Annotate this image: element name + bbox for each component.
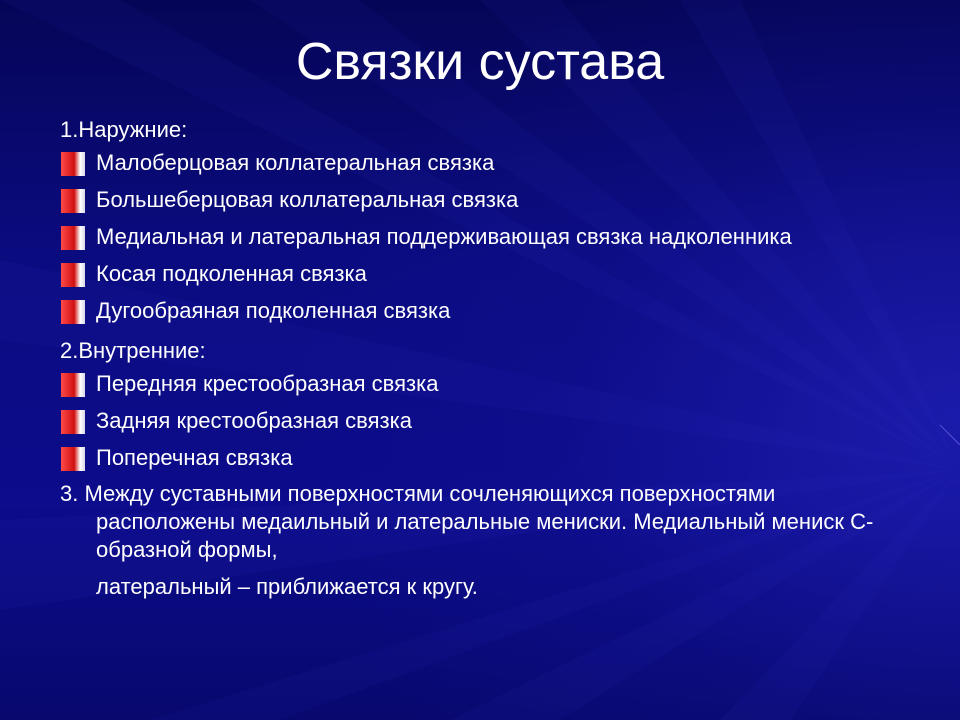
square-bullet-icon <box>60 151 86 177</box>
slide-title: Связки сустава <box>295 33 665 91</box>
square-bullet-icon <box>60 409 86 435</box>
square-bullet-icon <box>60 372 86 398</box>
list-item-text: Поперечная связка <box>96 445 293 470</box>
square-bullet-icon <box>60 446 86 472</box>
list-item-text: Передняя крестообразная связка <box>96 371 439 396</box>
square-bullet-icon <box>60 225 86 251</box>
list-item <box>60 406 920 436</box>
list-item-text: Дугообраяная подколенная связка <box>96 298 451 323</box>
inner-ligaments-heading: 2.Внутренние: <box>60 338 206 363</box>
list-item-text: Медиальная и латеральная поддерживающая связка надколенника <box>96 224 792 249</box>
square-bullet-icon <box>60 188 86 214</box>
list-item <box>60 296 920 326</box>
square-bullet-icon <box>60 262 86 288</box>
list-item <box>60 369 920 399</box>
list-item <box>60 222 920 252</box>
slide-body <box>60 112 920 602</box>
outer-ligaments-heading: 1.Наружние: <box>60 117 188 142</box>
list-item-text: Большеберцовая коллатеральная связка <box>96 187 519 212</box>
list-item <box>60 148 920 178</box>
list-item-text: Косая подколенная связка <box>96 261 367 286</box>
menisci-paragraph-end: латеральный – приближается к кругу. <box>96 574 478 599</box>
menisci-paragraph: 3. Между суставными поверхностями сочленяющихся поверхностями расположены медаильный и латеральные мениски. Медиальный мениск С-образной формы, <box>60 481 874 562</box>
list-item <box>60 259 920 289</box>
list-item-text: Малоберцовая коллатеральная связка <box>96 150 495 175</box>
square-bullet-icon <box>60 299 86 325</box>
list-item-text: Задняя крестообразная связка <box>96 408 412 433</box>
list-item <box>60 185 920 215</box>
list-item <box>60 443 920 473</box>
